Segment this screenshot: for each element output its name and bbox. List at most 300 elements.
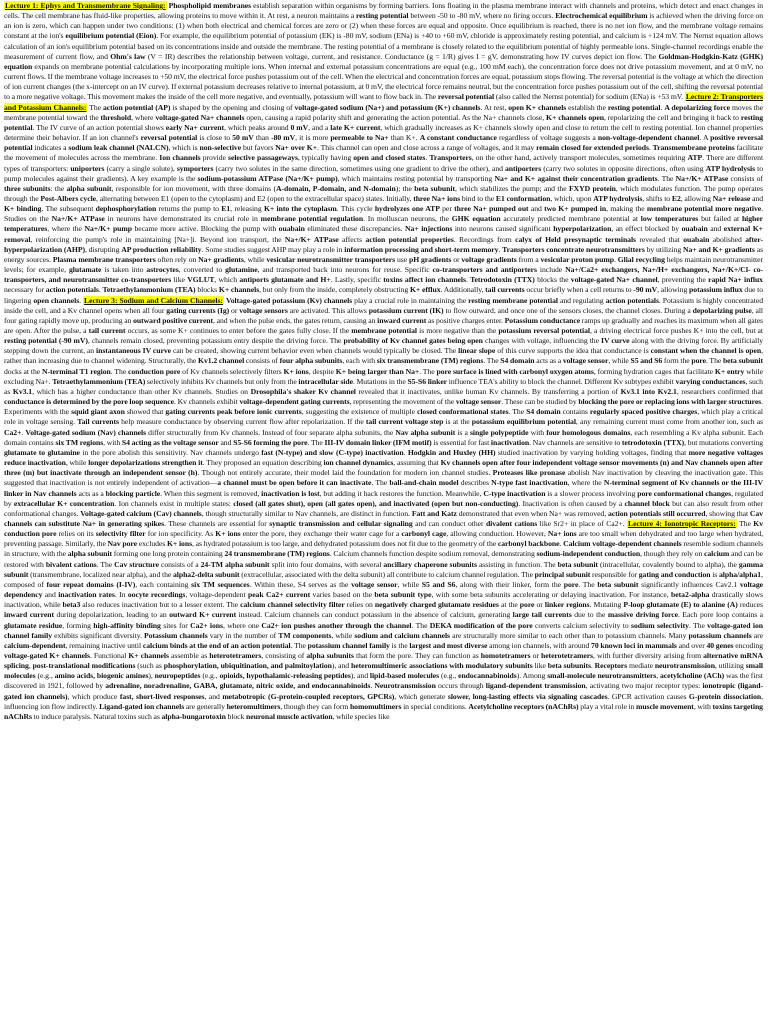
bold-term: S5 and S6 bbox=[630, 356, 663, 366]
body-text: , which produce bbox=[67, 691, 120, 701]
bold-term: four homologous domains bbox=[546, 427, 631, 437]
body-text: vary in the number of bbox=[207, 630, 279, 640]
body-text: , each containing bbox=[135, 579, 192, 589]
bold-term: oocyte recordings bbox=[127, 590, 186, 600]
bold-term: endocannabinoids bbox=[458, 671, 517, 681]
body-text: in the pore abolish this sensitivity. Nav channels undergo bbox=[79, 447, 262, 457]
body-text: differ structurally from Kv channels. Instead of four separate alpha subunits, the bbox=[146, 427, 396, 437]
bold-term: Ca2+ bbox=[4, 427, 22, 437]
body-text: is the bbox=[389, 640, 410, 650]
body-text: , it is more bbox=[295, 133, 331, 143]
body-text: . bbox=[648, 143, 653, 153]
bold-term: Electrochemical equilibrium bbox=[555, 11, 648, 21]
lecture-heading: Lecture 3: Sodium and Calcium Channels: bbox=[84, 295, 223, 305]
bold-term: Plasma membrane transporters bbox=[52, 254, 156, 264]
bold-term: 40 genes bbox=[706, 640, 734, 650]
body-text: is at the bbox=[443, 417, 472, 427]
body-text: in special conditions. bbox=[401, 701, 469, 711]
body-text: (carry two solutes in opposite directions, often using bbox=[541, 163, 706, 173]
body-text: and bbox=[750, 193, 763, 203]
body-text: , which is bbox=[168, 143, 200, 153]
bold-term: probability of Kv channel gates being open bbox=[343, 336, 483, 346]
bold-term: Na+ over K+ bbox=[275, 143, 318, 153]
body-text: and bbox=[218, 437, 234, 447]
body-text: . The bbox=[419, 366, 437, 376]
body-text: , typically having bbox=[297, 153, 354, 163]
bold-term: regularly spaced positive charges bbox=[589, 407, 698, 417]
bold-term: Receptors bbox=[594, 661, 628, 671]
lecture-heading: Lecture 1: Ephys and Transmembrane Signaling: bbox=[5, 1, 166, 10]
body-text: (also called the Nernst potential) for sodium (ENa) is +53 mV. bbox=[494, 92, 685, 102]
body-text: . A bbox=[699, 133, 711, 143]
body-text: . Calcium channels function despite sodium removal, demonstrating bbox=[329, 549, 537, 559]
body-text: per bbox=[439, 204, 455, 214]
body-text: , on the other hand, actively transport molecules, sometimes requiring bbox=[471, 153, 688, 163]
bold-term: A depolarizing force bbox=[664, 102, 731, 112]
body-text: , while species like bbox=[332, 711, 390, 721]
body-text: use bbox=[395, 254, 409, 264]
bold-term: FXYD protein bbox=[568, 183, 616, 193]
body-text: . In bbox=[114, 590, 128, 600]
bold-term: outward K+ current bbox=[169, 610, 237, 620]
body-text: , showing that bbox=[705, 508, 750, 518]
bold-term: glutamate bbox=[68, 265, 102, 275]
body-text: , responsible for ion movement, with three domains ( bbox=[111, 183, 276, 193]
bold-term: alpha subunits bbox=[306, 651, 354, 660]
bold-term: E1 conformation bbox=[495, 193, 551, 203]
body-text: forming one long protein containing bbox=[112, 549, 225, 559]
bold-term: slower, long-lasting effects via signaling cascades bbox=[447, 691, 608, 701]
bold-term: metabotropic (G-protein-coupled receptors, GPCRs) bbox=[222, 691, 395, 701]
body-text: . For example, the equilibrium potential of potassium (EK) is -80 mV, sodium (ENa) is +40 to +60 mV, chloride is approximately resting potential, and calcium is +124 mV. The Nernst equation allows calculation of an ion's equilibrium potential based on its concentrations inside and outside the membrane. The resting potential of a membrane is closely related to the equilibrium potential of highly permeable ions. Single-channel recordings enable the measurement of current flow, and bbox=[4, 31, 763, 61]
body-text: to pump molecules against their gradients). A key example is the bbox=[4, 163, 763, 183]
bold-term: two K+ pumped in bbox=[544, 204, 607, 214]
bold-term: membrane potential more negative bbox=[646, 204, 762, 214]
bold-term: reversal potential bbox=[140, 133, 198, 143]
body-text: open, causing a rapid polarity shift and generating the action potential. As the Na+ channels close, bbox=[244, 112, 547, 122]
body-text: like Sr2+ in place of Ca2+. bbox=[537, 518, 628, 528]
body-text: . Mutations in the bbox=[352, 376, 408, 386]
bold-term: Na+ and K+ gradients bbox=[683, 244, 755, 254]
bold-term: resting potential bbox=[355, 11, 409, 21]
body-text: is more negative than the bbox=[417, 326, 499, 335]
body-text: , representing the movement of the bbox=[349, 397, 456, 407]
bold-term: alpha/alpha1 bbox=[718, 569, 762, 579]
body-text: , though they can form bbox=[280, 701, 350, 711]
body-text: revealed that it inactivates, unlike human Kv channels. By transferring a portion of bbox=[355, 386, 621, 396]
body-text: relies on bbox=[344, 600, 375, 610]
body-text: returns the pump to bbox=[156, 204, 222, 214]
body-text: ). Among bbox=[516, 671, 548, 681]
bold-term: instantaneous IV curve bbox=[96, 346, 171, 356]
bold-term: K+ entry bbox=[714, 366, 745, 376]
body-text: but failed at bbox=[698, 214, 742, 224]
body-text: and bbox=[528, 204, 545, 214]
body-text: among ion channels, with around bbox=[487, 640, 592, 650]
body-text: affects bbox=[338, 234, 366, 244]
bold-term: Na+/Ca2+ exchangers, Na+/H+ exchangers, Na+/K+/Cl- co-transporters, and neurotransmitter co-transporters bbox=[4, 265, 763, 285]
bold-term: action potential properties bbox=[365, 234, 454, 244]
body-text: , with bbox=[693, 701, 713, 711]
bold-term: Phospholipid membranes bbox=[168, 1, 252, 10]
body-text: , alternating between E1 (open to the cytoplasm) and E2 (open to the extracellular space) states. Initially, bbox=[96, 193, 414, 203]
body-text: , but mutations converting bbox=[684, 437, 763, 447]
body-text: , disrupting bbox=[85, 244, 122, 254]
body-text: , such as bbox=[4, 376, 763, 396]
bold-term: gating and conduction bbox=[638, 569, 711, 579]
document-body bbox=[4, 1, 763, 722]
bold-term: S5-S6 forming the pore bbox=[233, 437, 308, 447]
body-text: , shifts to bbox=[642, 193, 672, 203]
body-text: of Kv channels selectively filters bbox=[180, 366, 284, 376]
bold-term: principal subunit bbox=[534, 569, 591, 579]
body-text: (e.g., bbox=[35, 671, 55, 681]
body-text: , where bbox=[131, 112, 156, 122]
bold-term: ball-and-chain model bbox=[389, 478, 459, 488]
bold-term: linear slope bbox=[458, 346, 496, 356]
bold-term: Glial recycling bbox=[617, 254, 665, 264]
body-text: (e.g., bbox=[200, 671, 220, 681]
body-text: . Though not entirely accurate, their model laid the foundation for modern ion channel studies. bbox=[197, 468, 493, 478]
bold-term: membrane potential regulation bbox=[260, 214, 364, 224]
body-text: . The bbox=[96, 559, 115, 569]
body-text: , rather than increasing due to channel widening. Structurally, the bbox=[4, 346, 763, 366]
bold-term: outward positive current bbox=[133, 315, 214, 325]
bold-term: Post-Albers cycle bbox=[40, 193, 97, 203]
bold-term: massive driving force bbox=[607, 610, 678, 620]
body-text: with bbox=[528, 427, 547, 437]
bold-term: squid giant axon bbox=[71, 407, 125, 417]
body-text: , preventing the bbox=[657, 275, 709, 285]
bold-term: linker regions bbox=[544, 600, 590, 610]
body-text: or bbox=[534, 600, 545, 610]
bold-term: K+ ions bbox=[215, 529, 241, 539]
bold-term: glutamate residue bbox=[4, 620, 63, 630]
body-text: , with some beta subunits accelerating or delaying inactivation. For instance, bbox=[431, 590, 672, 600]
bold-term: six transmembrane (TM) regions bbox=[376, 356, 484, 366]
body-text: . These channels are essential for bbox=[164, 518, 270, 528]
bold-term: P-loop glutamate (E) to alanine (A) bbox=[623, 600, 738, 610]
bold-term: tail currents bbox=[485, 285, 525, 295]
bold-term: carbonyl backbone bbox=[497, 539, 560, 549]
bold-term: permeable to Na+ bbox=[330, 133, 389, 143]
bold-term: S5 and S6 bbox=[421, 579, 456, 589]
bold-term: heteromultimers bbox=[226, 701, 281, 711]
bold-term: Nav alpha subunit bbox=[395, 427, 456, 437]
body-text: . These can be studied by bbox=[501, 397, 579, 407]
body-text: occurs through bbox=[435, 681, 486, 691]
bold-term: Voltage-gated potassium (Kv) channels bbox=[225, 295, 353, 305]
bold-term: voltage sensor bbox=[562, 356, 609, 366]
body-text: . The bbox=[578, 579, 598, 589]
body-text: blocks bbox=[195, 285, 219, 295]
body-text: , which generate bbox=[394, 691, 448, 701]
body-text: . When this segment is removed, bbox=[160, 488, 262, 498]
bold-term: E1 bbox=[221, 204, 231, 214]
body-text: to flow outward, and once one of the sensors closes, the channel closes. During a bbox=[443, 305, 693, 315]
bold-term: pore surface is lined with carbonyl oxygen atoms bbox=[436, 366, 594, 376]
bold-term: Kv1.2 channel bbox=[198, 356, 245, 366]
body-text: . Inactivation is often caused by a bbox=[518, 498, 625, 508]
bold-term: Na+/K+ pump bbox=[84, 224, 132, 234]
bold-term: Na+ ions bbox=[547, 529, 577, 539]
body-text: varies based on the bbox=[310, 590, 375, 600]
bold-term: voltage-gated K+ channels bbox=[4, 651, 90, 660]
body-text: . The bbox=[483, 356, 501, 366]
body-text: for ion specificity. As bbox=[145, 529, 216, 539]
body-text: enter the pore, they exchange their water cage for a bbox=[240, 529, 402, 539]
body-text: , but only from the inside, completely obstructing bbox=[259, 285, 410, 295]
body-text: , forming hydration cages that facilitate bbox=[593, 366, 715, 376]
body-text: establish separation within organisms by forming barriers. Ions floating in the plasma membrane interact with channels and proteins, which detect and enact changes in cells. The cell membrane has fluid-like properties, allowing proteins to move within it. At rest, a neuron maintains a bbox=[4, 1, 763, 21]
bold-term: carbonyl cage bbox=[401, 529, 447, 539]
bold-term: sodium leak channel (NALCN) bbox=[68, 143, 169, 153]
bold-term: C-type inactivation bbox=[483, 488, 546, 498]
body-text: , which bbox=[214, 275, 240, 285]
body-text: indicates a bbox=[32, 143, 69, 153]
body-text: . bbox=[79, 295, 84, 305]
body-text: accurately predicted membrane potential at bbox=[500, 214, 641, 224]
bold-term: alternative mRNA splicing bbox=[4, 651, 763, 671]
body-text: , voltage-dependent bbox=[185, 590, 248, 600]
bold-term: ionotropic (ligand-gated ion channels) bbox=[4, 681, 763, 701]
body-text: ), and bbox=[350, 671, 370, 681]
body-text: . Recordings from bbox=[453, 234, 516, 244]
body-text: abolish Nav inactivation by cleaving the inactivation gate. This suggested that inactivation is not entirely independent of activation— bbox=[4, 468, 763, 488]
bold-term: vesicular neurotransmitter transporters bbox=[266, 254, 396, 264]
body-text: . Functional bbox=[89, 651, 129, 660]
body-text: than K+. bbox=[388, 133, 420, 143]
body-text: , which has a higher conductance than other Kv channels. Studies on bbox=[32, 386, 251, 396]
bold-term: single polypeptide bbox=[469, 427, 529, 437]
body-text: assemble as bbox=[168, 651, 210, 660]
bold-term: Ca2+ ion pushes another through the channel bbox=[261, 620, 412, 630]
bold-term: voltage-gated Na+ channels bbox=[155, 112, 245, 122]
body-text: . The bbox=[307, 437, 325, 447]
bold-term: K+ ions bbox=[166, 539, 193, 549]
bold-term: small molecules bbox=[4, 661, 763, 681]
bold-term: Na+/K+ ATPase bbox=[284, 234, 339, 244]
body-text: . bbox=[21, 427, 26, 437]
bold-term: inward current bbox=[4, 610, 54, 620]
body-text: and over bbox=[676, 640, 707, 650]
bold-term: G-protein dissociation bbox=[688, 691, 762, 701]
bold-term: Tetraethylammonium (TEA) bbox=[102, 285, 196, 295]
body-text: or bbox=[530, 651, 541, 660]
body-text: . Lastly, specific bbox=[330, 275, 384, 285]
bold-term: K+ channels open bbox=[546, 112, 604, 122]
body-text: . Additionally, bbox=[440, 285, 486, 295]
bold-term: resting potential bbox=[607, 102, 661, 112]
body-text: split into four domains, with several bbox=[269, 559, 384, 569]
bold-term: voltage sensor bbox=[455, 397, 502, 407]
body-text: . bbox=[403, 447, 408, 457]
body-text: but can also result from other conformational changes. bbox=[4, 498, 763, 518]
bold-term: selectivity filter bbox=[95, 529, 146, 539]
bold-term: ion channel dynamics bbox=[323, 458, 394, 468]
bold-term: amino acids, biogenic amines bbox=[54, 671, 149, 681]
bold-term: glutamate to glutamine bbox=[4, 447, 80, 457]
bold-term: early Na+ current bbox=[165, 122, 225, 132]
bold-term: S4 domain bbox=[526, 407, 561, 417]
body-text: . The bbox=[110, 366, 129, 376]
bold-term: non-voltage-dependent channel bbox=[597, 133, 700, 143]
bold-term: Transporters bbox=[429, 153, 472, 163]
body-text: facilitate the movement of molecules across the membrane. bbox=[4, 143, 763, 163]
bold-term: ouabain bbox=[278, 224, 305, 234]
body-text: along with the driving force. By artificially stepping down the current, an bbox=[4, 336, 763, 356]
bold-term: neurotransmission bbox=[654, 661, 715, 671]
bold-term: fast, short-lived responses bbox=[119, 691, 205, 701]
body-text: , though they rely on bbox=[640, 549, 704, 559]
body-text: , while bbox=[243, 254, 267, 264]
body-text: exhibits significant diversity. bbox=[52, 630, 145, 640]
body-text: while excluding Na+. bbox=[4, 366, 763, 386]
body-text: acts as a bbox=[534, 356, 563, 366]
body-text: describes bbox=[458, 478, 492, 488]
body-text: . At rest, bbox=[480, 102, 509, 112]
bold-term: gamma subunit bbox=[4, 559, 763, 579]
bold-term: Tail currents bbox=[77, 417, 119, 427]
bold-term: Drosophila's shaker Kv channel bbox=[250, 386, 356, 396]
bold-term: 0 mV bbox=[290, 122, 309, 132]
bold-term: lipid-based molecules bbox=[369, 671, 440, 681]
body-text: like bbox=[532, 661, 548, 671]
body-text: can be created, showing current behavior even when channels would typically be closed. The bbox=[171, 346, 459, 356]
body-text: , all four gating rapidly move up, producing an bbox=[4, 305, 763, 325]
body-text: , while bbox=[331, 630, 355, 640]
document-page bbox=[4, 1, 763, 1022]
body-text: , while bbox=[397, 579, 422, 589]
body-text: helps maintain neurotransmitter levels; for example, bbox=[4, 254, 763, 275]
body-text: abolished bbox=[709, 234, 746, 244]
body-text: , allowing conduction. However, bbox=[446, 529, 548, 539]
bold-term: ouabain bbox=[681, 224, 708, 234]
bold-term: symporters bbox=[176, 163, 214, 173]
body-text: of this curve supports the idea that conductance is bbox=[495, 346, 651, 356]
body-text: instead. Calcium channels can conduct potassium in the absence of calcium, generating bbox=[236, 610, 513, 620]
body-text: from a bbox=[516, 254, 541, 264]
body-text: , where the bbox=[47, 224, 85, 234]
body-text: is taken into bbox=[101, 265, 147, 275]
body-text: , repolarizing the cell and bringing it back to bbox=[603, 112, 741, 122]
body-text: play a crucial role in maintaining the bbox=[352, 295, 469, 305]
body-text: regardless of voltage suggests a bbox=[496, 133, 598, 143]
bold-term: a channel must be open before it can inactivate bbox=[217, 478, 372, 488]
bold-term: intracellular side bbox=[298, 376, 353, 386]
bold-term: four repeat domains (I-IV) bbox=[46, 579, 136, 589]
bold-term: beta subunit bbox=[414, 183, 455, 193]
bold-term: divalent cations bbox=[485, 518, 538, 528]
body-text: and bbox=[707, 224, 724, 234]
bold-term: alpha-bungarotoxin bbox=[161, 711, 226, 721]
body-text: necessary for bbox=[4, 285, 46, 295]
bold-term: potassium equilibrium potential bbox=[471, 417, 576, 427]
body-text: selectively inhibits Kv channels but only from the bbox=[145, 376, 299, 386]
bold-term: pore bbox=[563, 579, 579, 589]
bold-term: more negative voltages reduce inactivation bbox=[4, 447, 763, 468]
body-text: form the bbox=[662, 356, 692, 366]
body-text: and can be restored with bbox=[4, 549, 763, 569]
body-text: . Some studies suggest AHP may play a role in bbox=[201, 244, 345, 254]
bold-term: antiporters bbox=[505, 163, 542, 173]
body-text: . bbox=[425, 153, 430, 163]
bold-term: glutamine bbox=[225, 265, 258, 275]
body-text: . Studies on the bbox=[4, 204, 763, 224]
body-text: . The bbox=[290, 640, 308, 650]
body-text: expands on membrane potential calculations by incorporating multiple ions. When internal and external potassium concentrations are equal (e.g., 100 mM each), the concentration force does not drive potassium movement, and at 0 mV, no current flows. If the membrane voltage increases to +50 mV, the electrical force pushes potassium out of the cell. When the electrical and concentration forces are equal, potassium stops flowing. The reversal potential is the voltage at which the direction of ion current changes (the x-intercept on an IV curve). If external potassium decreases relative to internal potassium, at 0 mV, the electrical force remains neutral, but the concentration force pushes potassium out of the cell, shifting the reversal potential to a more negative voltage. This movement makes the inside of the cell more negative, and eventually, potassium will want to flow back in. The bbox=[4, 61, 763, 102]
bold-term: alpha2-delta subunit bbox=[172, 569, 240, 579]
bold-term: homotetramers bbox=[480, 651, 531, 660]
bold-term: bivalent cations bbox=[45, 559, 97, 569]
bold-term: Kv conduction pore bbox=[4, 518, 763, 539]
body-text: . The bbox=[411, 620, 430, 630]
body-text: and regulating bbox=[557, 295, 606, 305]
bold-term: resting membrane potential bbox=[468, 295, 558, 305]
body-text: . bbox=[370, 681, 375, 691]
bold-term: positive reversal potential bbox=[4, 133, 763, 153]
bold-term: hydrolyzes one ATP bbox=[374, 204, 440, 214]
body-text: contains bbox=[560, 407, 590, 417]
bold-term: Ion channels bbox=[159, 153, 201, 163]
bold-term: six TM sequences bbox=[191, 579, 250, 589]
body-text: . The bbox=[508, 407, 527, 417]
bold-term: K+ binding bbox=[4, 204, 42, 214]
bold-term: K+ channels bbox=[218, 285, 260, 295]
body-text: became more active. Blocking the pump with bbox=[131, 224, 279, 234]
bold-term: pore bbox=[691, 356, 706, 366]
bold-term: inactivation rates bbox=[58, 590, 115, 600]
bold-term: toxins targeting nAChRs bbox=[4, 701, 763, 721]
bold-term: S5-S6 linker bbox=[407, 376, 448, 386]
bold-term: gating currents (Ig) bbox=[166, 305, 230, 315]
bold-term: Potassium conductance bbox=[504, 315, 581, 325]
bold-term: sodium and calcium channels bbox=[354, 630, 450, 640]
body-text: due to the bbox=[571, 610, 608, 620]
body-text: between -50 to -80 mV, where no firing occurs. bbox=[408, 11, 556, 21]
bold-term: Hodgkin and Huxley (HH) bbox=[407, 447, 496, 457]
bold-term: calcium binds at the end of an action potential bbox=[142, 640, 291, 650]
bold-term: beta subunits bbox=[547, 661, 591, 671]
body-text: , influencing ion flow indirectly. bbox=[4, 691, 763, 711]
bold-term: K+ being larger than Na+ bbox=[335, 366, 420, 376]
body-text: , which peaks around bbox=[224, 122, 291, 132]
body-text: , as hydrated potassium is too large, and dehydrated potassium does not fit due to the geometry of the bbox=[192, 539, 498, 549]
bold-term: resting potential bbox=[4, 112, 763, 132]
body-text: , regulated by bbox=[4, 488, 763, 508]
body-text: due to lingering bbox=[4, 285, 763, 305]
bold-term: -90 mV bbox=[633, 285, 658, 295]
body-text: provide bbox=[200, 153, 229, 163]
bold-term: 50 mV bbox=[232, 133, 254, 143]
bold-term: action potentials bbox=[45, 285, 99, 295]
bold-term: voltage-dependent gating currents bbox=[239, 397, 350, 407]
body-text: is shaped by the opening and closing of bbox=[170, 102, 295, 112]
bold-term: K+ efflux bbox=[409, 285, 441, 295]
body-text: . bbox=[465, 275, 471, 285]
body-text: , where the bbox=[567, 478, 604, 488]
body-text: , which play a critical role in voltage sensing. bbox=[4, 407, 763, 427]
bold-term: 24 transmembrane (TM) regions bbox=[224, 549, 330, 559]
bold-term: beta subunit type bbox=[374, 590, 432, 600]
body-text: is close to bbox=[197, 133, 233, 143]
body-text: sites for bbox=[160, 620, 191, 630]
body-text: . bbox=[613, 254, 618, 264]
lecture-heading: Lecture 2: Transporters and Potassium Channels: bbox=[4, 92, 763, 112]
bold-term: Ligand-gated ion channels bbox=[99, 701, 185, 711]
bold-term: Tetrodotoxin (TTX) bbox=[470, 275, 535, 285]
body-text: demonstrated that even when Na+ was removed, bbox=[456, 508, 608, 518]
